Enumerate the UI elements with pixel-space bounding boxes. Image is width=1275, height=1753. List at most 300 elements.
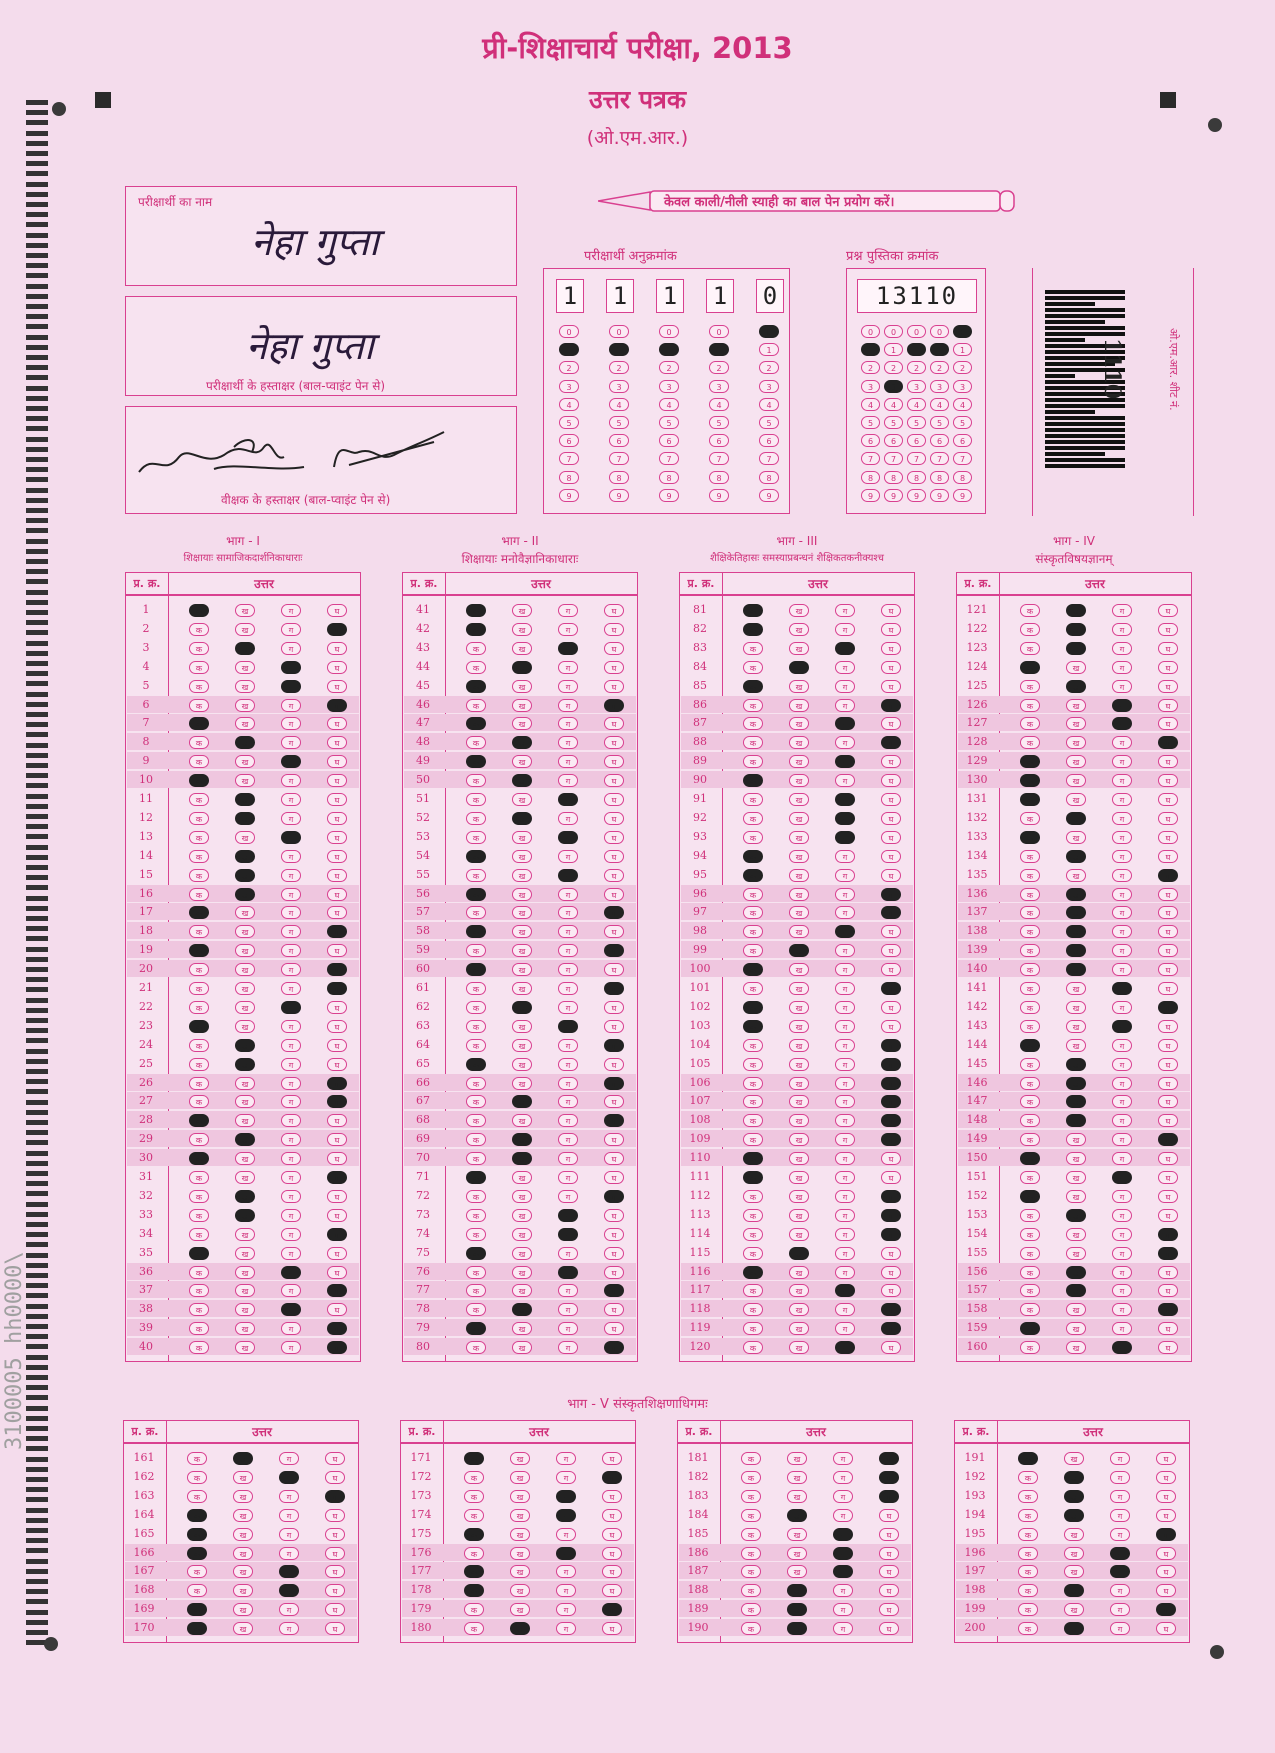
answer-bubble[interactable]: ग	[835, 623, 855, 636]
roll-bubble[interactable]: 7	[609, 452, 629, 465]
answer-bubble[interactable]: क	[466, 1303, 486, 1316]
answer-bubble[interactable]: घ	[881, 717, 901, 730]
answer-bubble[interactable]: घ	[881, 680, 901, 693]
answer-bubble[interactable]: ख	[1066, 1001, 1086, 1014]
answer-bubble[interactable]: ख	[235, 661, 255, 674]
answer-bubble[interactable]: घ	[1158, 1228, 1178, 1241]
answer-bubble[interactable]: ख	[789, 906, 809, 919]
booklet-bubble[interactable]: 9	[907, 489, 926, 502]
roll-bubble[interactable]: 1	[609, 343, 629, 356]
answer-bubble[interactable]: क	[741, 1603, 761, 1616]
answer-bubble[interactable]: घ	[881, 1209, 901, 1222]
answer-bubble[interactable]: ग	[281, 850, 301, 863]
answer-bubble[interactable]: क	[1020, 1190, 1040, 1203]
answer-bubble[interactable]: घ	[881, 661, 901, 674]
answer-bubble[interactable]: घ	[1156, 1528, 1176, 1541]
answer-bubble[interactable]: घ	[879, 1509, 899, 1522]
answer-bubble[interactable]: क	[1020, 925, 1040, 938]
roll-bubble[interactable]: 0	[759, 325, 779, 338]
answer-bubble[interactable]: घ	[327, 1077, 347, 1090]
answer-bubble[interactable]: क	[466, 1171, 486, 1184]
answer-bubble[interactable]: ख	[789, 1133, 809, 1146]
answer-bubble[interactable]: घ	[327, 1133, 347, 1146]
answer-bubble[interactable]: घ	[1158, 1077, 1178, 1090]
answer-bubble[interactable]: ख	[512, 1095, 532, 1108]
answer-bubble[interactable]: ग	[558, 736, 578, 749]
answer-bubble[interactable]: ग	[1112, 604, 1132, 617]
answer-bubble[interactable]: ख	[235, 736, 255, 749]
answer-bubble[interactable]: क	[743, 1077, 763, 1090]
roll-bubble[interactable]: 5	[659, 416, 679, 429]
answer-bubble[interactable]: घ	[604, 717, 624, 730]
answer-bubble[interactable]: ख	[235, 1190, 255, 1203]
answer-bubble[interactable]: क	[466, 1058, 486, 1071]
answer-bubble[interactable]: घ	[327, 1303, 347, 1316]
answer-bubble[interactable]: घ	[881, 1133, 901, 1146]
answer-bubble[interactable]: घ	[604, 831, 624, 844]
answer-bubble[interactable]: ख	[512, 963, 532, 976]
answer-bubble[interactable]: घ	[602, 1547, 622, 1560]
answer-bubble[interactable]: क	[464, 1565, 484, 1578]
answer-bubble[interactable]: क	[743, 1322, 763, 1335]
answer-bubble[interactable]: क	[743, 717, 763, 730]
answer-bubble[interactable]: घ	[1158, 755, 1178, 768]
answer-bubble[interactable]: क	[743, 699, 763, 712]
answer-bubble[interactable]: घ	[604, 623, 624, 636]
answer-bubble[interactable]: ख	[789, 1171, 809, 1184]
answer-bubble[interactable]: क	[466, 1095, 486, 1108]
answer-bubble[interactable]: घ	[1158, 1114, 1178, 1127]
answer-bubble[interactable]: घ	[327, 1247, 347, 1260]
answer-bubble[interactable]: ख	[233, 1471, 253, 1484]
booklet-bubble[interactable]: 3	[884, 380, 903, 393]
answer-bubble[interactable]: घ	[602, 1528, 622, 1541]
answer-bubble[interactable]: ग	[1112, 831, 1132, 844]
answer-bubble[interactable]: क	[466, 850, 486, 863]
answer-bubble[interactable]: क	[743, 1114, 763, 1127]
answer-bubble[interactable]: ग	[281, 1152, 301, 1165]
answer-bubble[interactable]: क	[464, 1452, 484, 1465]
answer-bubble[interactable]: क	[466, 1039, 486, 1052]
answer-bubble[interactable]: क	[466, 1077, 486, 1090]
answer-bubble[interactable]: क	[1018, 1565, 1038, 1578]
answer-bubble[interactable]: ग	[1112, 812, 1132, 825]
answer-bubble[interactable]: ग	[1112, 774, 1132, 787]
answer-bubble[interactable]: क	[187, 1603, 207, 1616]
answer-bubble[interactable]: क	[743, 623, 763, 636]
roll-bubble[interactable]: 1	[559, 343, 579, 356]
answer-bubble[interactable]: ख	[789, 1020, 809, 1033]
answer-bubble[interactable]: घ	[604, 642, 624, 655]
booklet-bubble[interactable]: 8	[953, 471, 972, 484]
answer-bubble[interactable]: घ	[604, 1266, 624, 1279]
answer-bubble[interactable]: ग	[1112, 1058, 1132, 1071]
answer-bubble[interactable]: क	[466, 1152, 486, 1165]
answer-bubble[interactable]: घ	[1156, 1471, 1176, 1484]
answer-bubble[interactable]: ग	[1112, 642, 1132, 655]
answer-bubble[interactable]: क	[464, 1528, 484, 1541]
answer-bubble[interactable]: घ	[1158, 661, 1178, 674]
answer-bubble[interactable]: ग	[835, 604, 855, 617]
booklet-bubble[interactable]: 6	[907, 434, 926, 447]
answer-bubble[interactable]: क	[187, 1490, 207, 1503]
answer-bubble[interactable]: क	[743, 1341, 763, 1354]
answer-bubble[interactable]: ग	[1112, 699, 1132, 712]
answer-bubble[interactable]: क	[743, 1171, 763, 1184]
answer-bubble[interactable]: ख	[510, 1622, 530, 1635]
answer-bubble[interactable]: ग	[835, 925, 855, 938]
answer-bubble[interactable]: क	[189, 1039, 209, 1052]
answer-bubble[interactable]: ख	[1064, 1603, 1084, 1616]
answer-bubble[interactable]: क	[743, 1228, 763, 1241]
answer-bubble[interactable]: घ	[327, 888, 347, 901]
answer-bubble[interactable]: ख	[789, 1058, 809, 1071]
answer-bubble[interactable]: क	[1020, 812, 1040, 825]
answer-bubble[interactable]: ग	[835, 736, 855, 749]
answer-bubble[interactable]: ख	[235, 963, 255, 976]
answer-bubble[interactable]: क	[466, 623, 486, 636]
answer-bubble[interactable]: ख	[235, 1247, 255, 1260]
answer-bubble[interactable]: ख	[510, 1452, 530, 1465]
answer-bubble[interactable]: ग	[1112, 623, 1132, 636]
roll-bubble[interactable]: 8	[709, 471, 729, 484]
answer-bubble[interactable]: ग	[835, 1322, 855, 1335]
answer-bubble[interactable]: ग	[835, 793, 855, 806]
booklet-bubble[interactable]: 3	[861, 380, 880, 393]
answer-bubble[interactable]: घ	[325, 1584, 345, 1597]
answer-bubble[interactable]: ख	[235, 642, 255, 655]
answer-bubble[interactable]: ग	[281, 1209, 301, 1222]
answer-bubble[interactable]: ग	[281, 1303, 301, 1316]
roll-bubble[interactable]: 2	[709, 361, 729, 374]
roll-bubble[interactable]: 5	[609, 416, 629, 429]
answer-bubble[interactable]: घ	[604, 736, 624, 749]
answer-bubble[interactable]: क	[743, 888, 763, 901]
booklet-bubble[interactable]: 8	[861, 471, 880, 484]
answer-bubble[interactable]: ख	[512, 906, 532, 919]
answer-bubble[interactable]: ख	[235, 1171, 255, 1184]
answer-bubble[interactable]: ख	[1066, 850, 1086, 863]
answer-bubble[interactable]: घ	[881, 888, 901, 901]
answer-bubble[interactable]: ख	[235, 717, 255, 730]
answer-bubble[interactable]: ग	[1110, 1509, 1130, 1522]
booklet-bubble[interactable]: 1	[861, 343, 880, 356]
answer-bubble[interactable]: ख	[512, 623, 532, 636]
answer-bubble[interactable]: ग	[281, 812, 301, 825]
answer-bubble[interactable]: क	[1020, 1322, 1040, 1335]
answer-bubble[interactable]: ग	[835, 1190, 855, 1203]
answer-bubble[interactable]: घ	[879, 1528, 899, 1541]
booklet-bubble[interactable]: 0	[907, 325, 926, 338]
answer-bubble[interactable]: क	[743, 1266, 763, 1279]
answer-bubble[interactable]: ख	[235, 1058, 255, 1071]
answer-bubble[interactable]: क	[741, 1471, 761, 1484]
answer-bubble[interactable]: ख	[789, 982, 809, 995]
answer-bubble[interactable]: ग	[1112, 1095, 1132, 1108]
answer-bubble[interactable]: क	[1018, 1547, 1038, 1560]
answer-bubble[interactable]: क	[466, 717, 486, 730]
answer-bubble[interactable]: ग	[558, 1284, 578, 1297]
answer-bubble[interactable]: घ	[881, 1284, 901, 1297]
answer-bubble[interactable]: ख	[789, 1303, 809, 1316]
answer-bubble[interactable]: ग	[1110, 1471, 1130, 1484]
answer-bubble[interactable]: ग	[279, 1509, 299, 1522]
answer-bubble[interactable]: क	[1020, 1058, 1040, 1071]
answer-bubble[interactable]: ख	[235, 774, 255, 787]
answer-bubble[interactable]: क	[1020, 1133, 1040, 1146]
answer-bubble[interactable]: क	[1020, 755, 1040, 768]
answer-bubble[interactable]: ग	[556, 1603, 576, 1616]
answer-bubble[interactable]: ग	[281, 661, 301, 674]
answer-bubble[interactable]: घ	[604, 1303, 624, 1316]
answer-bubble[interactable]: ख	[789, 1001, 809, 1014]
answer-bubble[interactable]: क	[189, 1020, 209, 1033]
answer-bubble[interactable]: क	[743, 1039, 763, 1052]
answer-bubble[interactable]: ग	[281, 869, 301, 882]
answer-bubble[interactable]: क	[466, 1322, 486, 1335]
answer-bubble[interactable]: ख	[1064, 1528, 1084, 1541]
answer-bubble[interactable]: ख	[1066, 925, 1086, 938]
answer-bubble[interactable]: क	[743, 831, 763, 844]
answer-bubble[interactable]: क	[466, 1284, 486, 1297]
answer-bubble[interactable]: ग	[835, 1039, 855, 1052]
answer-bubble[interactable]: ग	[835, 755, 855, 768]
answer-bubble[interactable]: क	[189, 850, 209, 863]
answer-bubble[interactable]: क	[1018, 1603, 1038, 1616]
answer-bubble[interactable]: घ	[1158, 982, 1178, 995]
booklet-bubble[interactable]: 1	[953, 343, 972, 356]
answer-bubble[interactable]: घ	[327, 1190, 347, 1203]
answer-bubble[interactable]: घ	[327, 774, 347, 787]
answer-bubble[interactable]: ख	[1066, 699, 1086, 712]
answer-bubble[interactable]: क	[189, 1303, 209, 1316]
answer-bubble[interactable]: घ	[1158, 925, 1178, 938]
answer-bubble[interactable]: ख	[789, 774, 809, 787]
answer-bubble[interactable]: क	[1020, 906, 1040, 919]
answer-bubble[interactable]: ग	[558, 906, 578, 919]
answer-bubble[interactable]: क	[1020, 1001, 1040, 1014]
answer-bubble[interactable]: क	[466, 755, 486, 768]
answer-bubble[interactable]: ग	[835, 831, 855, 844]
answer-bubble[interactable]: ख	[1066, 1303, 1086, 1316]
answer-bubble[interactable]: ख	[235, 699, 255, 712]
answer-bubble[interactable]: घ	[604, 850, 624, 863]
answer-bubble[interactable]: ग	[558, 1039, 578, 1052]
answer-bubble[interactable]: क	[1020, 1095, 1040, 1108]
answer-bubble[interactable]: ख	[789, 1341, 809, 1354]
answer-bubble[interactable]: क	[464, 1622, 484, 1635]
answer-bubble[interactable]: ख	[789, 925, 809, 938]
answer-bubble[interactable]: ख	[789, 1190, 809, 1203]
answer-bubble[interactable]: ख	[1066, 774, 1086, 787]
answer-bubble[interactable]: क	[1020, 793, 1040, 806]
answer-bubble[interactable]: ग	[556, 1509, 576, 1522]
answer-bubble[interactable]: ख	[235, 831, 255, 844]
answer-bubble[interactable]: क	[1018, 1490, 1038, 1503]
answer-bubble[interactable]: घ	[602, 1622, 622, 1635]
roll-bubble[interactable]: 6	[709, 434, 729, 447]
answer-bubble[interactable]: ग	[835, 642, 855, 655]
answer-bubble[interactable]: क	[466, 906, 486, 919]
answer-bubble[interactable]: ख	[789, 831, 809, 844]
answer-bubble[interactable]: घ	[1158, 774, 1178, 787]
answer-bubble[interactable]: ग	[558, 1190, 578, 1203]
answer-bubble[interactable]: क	[189, 888, 209, 901]
answer-bubble[interactable]: ख	[235, 604, 255, 617]
answer-bubble[interactable]: ख	[1066, 831, 1086, 844]
answer-bubble[interactable]: ख	[510, 1603, 530, 1616]
answer-bubble[interactable]: घ	[604, 1190, 624, 1203]
answer-bubble[interactable]: ख	[1066, 963, 1086, 976]
answer-bubble[interactable]: ग	[281, 1133, 301, 1146]
answer-bubble[interactable]: क	[1020, 1171, 1040, 1184]
answer-bubble[interactable]: ग	[558, 699, 578, 712]
answer-bubble[interactable]: ख	[235, 1077, 255, 1090]
answer-bubble[interactable]: क	[741, 1584, 761, 1597]
answer-bubble[interactable]: ख	[789, 680, 809, 693]
roll-bubble[interactable]: 5	[759, 416, 779, 429]
roll-bubble[interactable]: 4	[709, 398, 729, 411]
answer-bubble[interactable]: घ	[327, 812, 347, 825]
answer-bubble[interactable]: घ	[881, 1190, 901, 1203]
answer-bubble[interactable]: ख	[789, 699, 809, 712]
answer-bubble[interactable]: क	[1020, 869, 1040, 882]
answer-bubble[interactable]: घ	[327, 604, 347, 617]
answer-bubble[interactable]: घ	[327, 1266, 347, 1279]
booklet-bubble[interactable]: 4	[884, 398, 903, 411]
answer-bubble[interactable]: क	[1020, 1152, 1040, 1165]
answer-bubble[interactable]: घ	[604, 1058, 624, 1071]
answer-bubble[interactable]: ग	[1110, 1584, 1130, 1597]
booklet-bubble[interactable]: 9	[861, 489, 880, 502]
answer-bubble[interactable]: ख	[1066, 680, 1086, 693]
answer-bubble[interactable]: ग	[558, 1114, 578, 1127]
answer-bubble[interactable]: ग	[1110, 1547, 1130, 1560]
answer-bubble[interactable]: घ	[881, 1114, 901, 1127]
answer-bubble[interactable]: घ	[327, 1058, 347, 1071]
answer-bubble[interactable]: घ	[881, 1341, 901, 1354]
roll-bubble[interactable]: 4	[609, 398, 629, 411]
answer-bubble[interactable]: क	[1020, 1303, 1040, 1316]
answer-bubble[interactable]: क	[466, 736, 486, 749]
answer-bubble[interactable]: ग	[558, 850, 578, 863]
answer-bubble[interactable]: ख	[789, 850, 809, 863]
answer-bubble[interactable]: घ	[879, 1622, 899, 1635]
answer-bubble[interactable]: घ	[879, 1547, 899, 1560]
booklet-bubble[interactable]: 2	[861, 361, 880, 374]
answer-bubble[interactable]: ग	[835, 1303, 855, 1316]
answer-bubble[interactable]: ग	[1112, 925, 1132, 938]
answer-bubble[interactable]: ख	[1066, 717, 1086, 730]
answer-bubble[interactable]: घ	[327, 1209, 347, 1222]
booklet-bubble[interactable]: 1	[884, 343, 903, 356]
answer-bubble[interactable]: घ	[881, 736, 901, 749]
answer-bubble[interactable]: ग	[558, 717, 578, 730]
answer-bubble[interactable]: ग	[1112, 1284, 1132, 1297]
booklet-bubble[interactable]: 5	[953, 416, 972, 429]
answer-bubble[interactable]: क	[1020, 963, 1040, 976]
answer-bubble[interactable]: घ	[1158, 1247, 1178, 1260]
answer-bubble[interactable]: घ	[602, 1490, 622, 1503]
answer-bubble[interactable]: ख	[1066, 888, 1086, 901]
answer-bubble[interactable]: ख	[1066, 812, 1086, 825]
answer-bubble[interactable]: ख	[235, 869, 255, 882]
roll-bubble[interactable]: 3	[759, 380, 779, 393]
answer-bubble[interactable]: ग	[835, 1152, 855, 1165]
booklet-bubble[interactable]: 0	[930, 325, 949, 338]
answer-bubble[interactable]: ग	[279, 1471, 299, 1484]
answer-bubble[interactable]: घ	[879, 1452, 899, 1465]
answer-bubble[interactable]: ख	[512, 604, 532, 617]
answer-bubble[interactable]: क	[743, 1152, 763, 1165]
answer-bubble[interactable]: ख	[1066, 869, 1086, 882]
answer-bubble[interactable]: ख	[235, 623, 255, 636]
answer-bubble[interactable]: ग	[1112, 1247, 1132, 1260]
answer-bubble[interactable]: क	[189, 812, 209, 825]
answer-bubble[interactable]: क	[1020, 1284, 1040, 1297]
answer-bubble[interactable]: ग	[558, 1077, 578, 1090]
answer-bubble[interactable]: ग	[835, 680, 855, 693]
answer-bubble[interactable]: ग	[281, 1114, 301, 1127]
answer-bubble[interactable]: क	[1020, 888, 1040, 901]
answer-bubble[interactable]: ग	[1112, 1133, 1132, 1146]
answer-bubble[interactable]: ख	[512, 1171, 532, 1184]
answer-bubble[interactable]: क	[743, 1303, 763, 1316]
answer-bubble[interactable]: ख	[235, 1039, 255, 1052]
answer-bubble[interactable]: ख	[789, 1095, 809, 1108]
answer-bubble[interactable]: क	[743, 1209, 763, 1222]
answer-bubble[interactable]: घ	[1158, 717, 1178, 730]
answer-bubble[interactable]: ख	[512, 1152, 532, 1165]
answer-bubble[interactable]: घ	[1158, 1171, 1178, 1184]
answer-bubble[interactable]: ख	[233, 1547, 253, 1560]
answer-bubble[interactable]: क	[1020, 1039, 1040, 1052]
answer-bubble[interactable]: क	[1018, 1622, 1038, 1635]
answer-bubble[interactable]: ग	[1110, 1622, 1130, 1635]
answer-bubble[interactable]: घ	[327, 1020, 347, 1033]
answer-bubble[interactable]: ग	[833, 1547, 853, 1560]
answer-bubble[interactable]: घ	[1158, 1266, 1178, 1279]
answer-bubble[interactable]: क	[743, 642, 763, 655]
answer-bubble[interactable]: ख	[512, 812, 532, 825]
roll-bubble[interactable]: 1	[759, 343, 779, 356]
answer-bubble[interactable]: क	[1018, 1452, 1038, 1465]
answer-bubble[interactable]: क	[187, 1622, 207, 1635]
answer-bubble[interactable]: ग	[558, 1247, 578, 1260]
answer-bubble[interactable]: ख	[789, 604, 809, 617]
answer-bubble[interactable]: ख	[512, 736, 532, 749]
answer-bubble[interactable]: ग	[835, 1247, 855, 1260]
booklet-bubble[interactable]: 4	[930, 398, 949, 411]
roll-bubble[interactable]: 2	[609, 361, 629, 374]
answer-bubble[interactable]: ग	[835, 850, 855, 863]
answer-bubble[interactable]: ग	[558, 982, 578, 995]
answer-bubble[interactable]: घ	[881, 1228, 901, 1241]
roll-bubble[interactable]: 6	[659, 434, 679, 447]
answer-bubble[interactable]: ख	[1066, 906, 1086, 919]
answer-bubble[interactable]: घ	[879, 1471, 899, 1484]
roll-bubble[interactable]: 5	[559, 416, 579, 429]
answer-bubble[interactable]: घ	[604, 1209, 624, 1222]
answer-bubble[interactable]: घ	[881, 869, 901, 882]
answer-bubble[interactable]: घ	[881, 604, 901, 617]
roll-bubble[interactable]: 0	[609, 325, 629, 338]
answer-bubble[interactable]: घ	[881, 1020, 901, 1033]
answer-bubble[interactable]: ख	[789, 869, 809, 882]
answer-bubble[interactable]: क	[1020, 1341, 1040, 1354]
answer-bubble[interactable]: क	[466, 1190, 486, 1203]
booklet-bubble[interactable]: 8	[884, 471, 903, 484]
